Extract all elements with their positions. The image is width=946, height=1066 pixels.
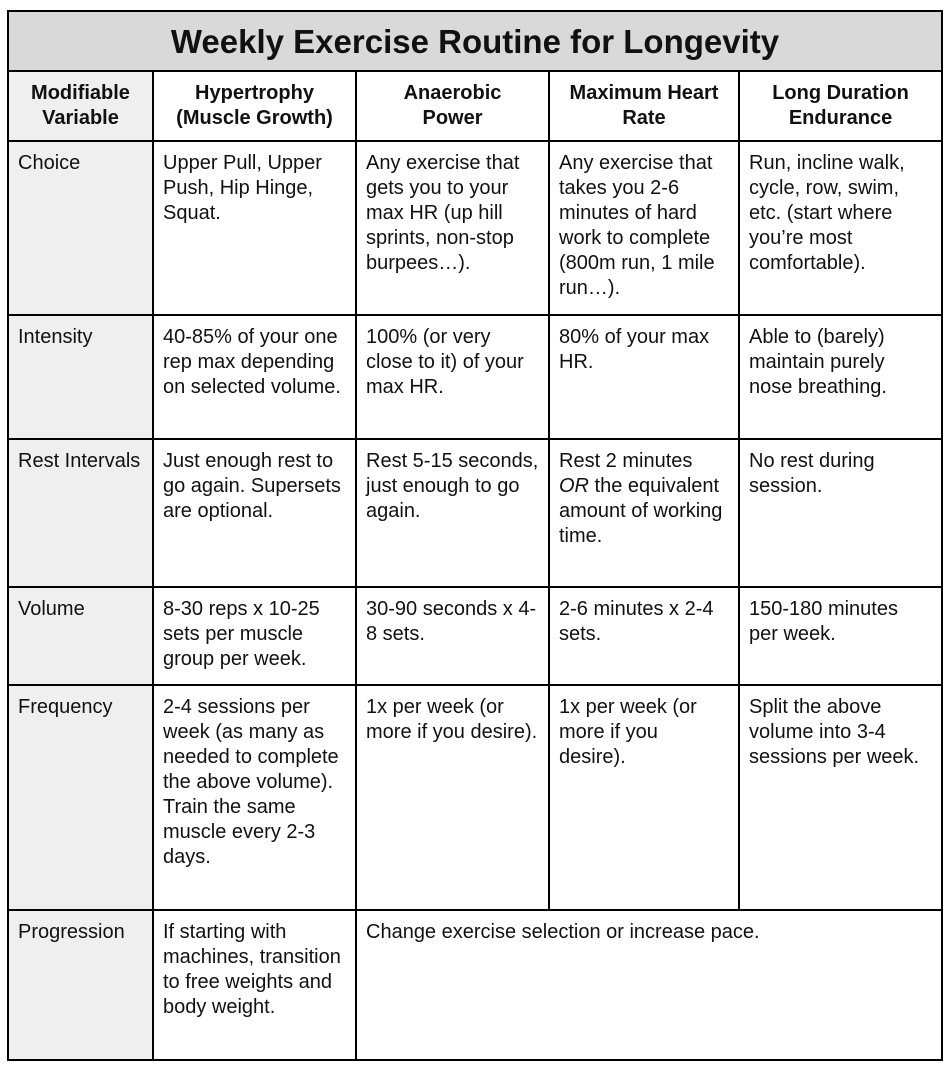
anaerobic-cell: Rest 5-15 seconds, just enough to go again. bbox=[356, 439, 549, 587]
row-progression bbox=[8, 910, 942, 1060]
header-line: Power bbox=[422, 107, 483, 130]
hypertrophy-cell: 40-85% of your one rep max depending on selected volume. bbox=[153, 315, 356, 439]
header-long-duration-endurance bbox=[739, 71, 942, 141]
rest-text: Rest 2 minutes bbox=[559, 449, 693, 472]
anaerobic-cell: 1x per week (or more if you desire). bbox=[356, 685, 549, 909]
hypertrophy-cell: Upper Pull, Upper Push, Hip Hinge, Squat. bbox=[153, 141, 356, 314]
variable-cell: Choice bbox=[8, 141, 153, 314]
endurance-cell: Able to (barely) maintain purely nose breathing. bbox=[739, 315, 942, 439]
anaerobic-cell: Any exercise that gets you to your max HR (up hill sprints, non-stop burpees…). bbox=[356, 141, 549, 314]
hypertrophy-cell: Just enough rest to go again. Supersets are optional. bbox=[153, 439, 356, 587]
progression-merged-cell: Change exercise selection or increase pace. bbox=[356, 910, 942, 1060]
variable-cell: Volume bbox=[8, 587, 153, 685]
max-hr-cell: 1x per week (or more if you desire). bbox=[549, 685, 739, 909]
table-title: Weekly Exercise Routine for Longevity bbox=[8, 11, 942, 71]
header-anaerobic-power bbox=[356, 71, 549, 141]
header-line: Long Duration bbox=[772, 82, 909, 105]
exercise-routine-table bbox=[7, 10, 943, 1061]
max-hr-cell bbox=[549, 439, 739, 587]
endurance-cell: Split the above volume into 3-4 sessions per week. bbox=[739, 685, 942, 909]
variable-cell: Progression bbox=[8, 910, 153, 1060]
endurance-cell: No rest during session. bbox=[739, 439, 942, 587]
header-line: (Muscle Growth) bbox=[176, 107, 333, 130]
variable-cell: Intensity bbox=[8, 315, 153, 439]
header-line: Hypertrophy bbox=[195, 82, 314, 105]
header-row bbox=[8, 71, 942, 141]
rest-text: the equivalent amount of working time. bbox=[559, 474, 723, 547]
endurance-cell: 150-180 minutes per week. bbox=[739, 587, 942, 685]
row-rest-intervals bbox=[8, 439, 942, 587]
anaerobic-cell: 100% (or very close to it) of your max HR. bbox=[356, 315, 549, 439]
max-hr-cell: 2-6 minutes x 2-4 sets. bbox=[549, 587, 739, 685]
header-max-heart-rate bbox=[549, 71, 739, 141]
hypertrophy-cell: 8-30 reps x 10-25 sets per muscle group per week. bbox=[153, 587, 356, 685]
header-line: Rate bbox=[622, 107, 666, 130]
max-hr-cell: Any exercise that takes you 2-6 minutes of hard work to complete (800m run, 1 mile run…). bbox=[549, 141, 739, 314]
header-line: Endurance bbox=[788, 107, 893, 130]
header-line: Anaerobic bbox=[403, 82, 502, 105]
hypertrophy-cell: 2-4 sessions per week (as many as needed to complete the above volume). Train the same muscle every 2-3 days. bbox=[153, 685, 356, 909]
row-volume bbox=[8, 587, 942, 685]
or-emphasis: OR bbox=[559, 474, 589, 497]
row-frequency bbox=[8, 685, 942, 909]
anaerobic-cell: 30-90 seconds x 4-8 sets. bbox=[356, 587, 549, 685]
max-hr-cell: 80% of your max HR. bbox=[549, 315, 739, 439]
variable-cell: Frequency bbox=[8, 685, 153, 909]
endurance-cell: Run, incline walk, cycle, row, swim, etc. (start where you’re most comfortable). bbox=[739, 141, 942, 314]
hypertrophy-cell: If starting with machines, transition to free weights and body weight. bbox=[153, 910, 356, 1060]
row-choice bbox=[8, 141, 942, 314]
variable-cell: Rest Intervals bbox=[8, 439, 153, 587]
header-line: Modifiable bbox=[31, 82, 130, 105]
header-hypertrophy bbox=[153, 71, 356, 141]
header-line: Maximum Heart bbox=[569, 82, 719, 105]
header-modifiable-variable bbox=[8, 71, 153, 141]
row-intensity bbox=[8, 315, 942, 439]
header-line: Variable bbox=[42, 107, 119, 130]
